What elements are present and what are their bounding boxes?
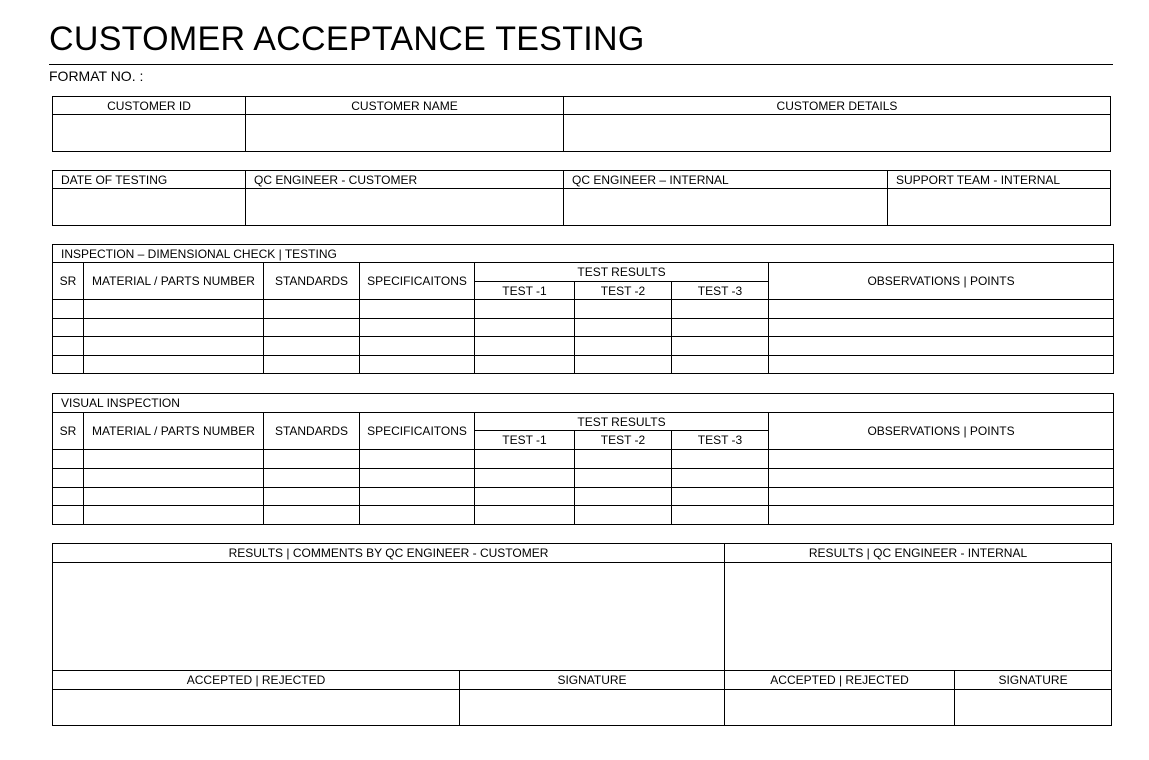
cell[interactable] [475, 506, 575, 525]
customer-accepted-rejected-header: ACCEPTED | REJECTED [53, 671, 460, 690]
cell[interactable] [672, 488, 769, 506]
visual-section-title: VISUAL INSPECTION [53, 394, 1114, 413]
cell[interactable] [53, 356, 84, 374]
date-of-testing-field[interactable] [53, 189, 246, 226]
customer-id-header: CUSTOMER ID [53, 97, 246, 115]
cell[interactable] [360, 469, 475, 488]
cell[interactable] [475, 337, 575, 356]
dimensional-check-table [52, 244, 1114, 374]
cell[interactable] [475, 319, 575, 337]
cell[interactable] [53, 450, 84, 469]
test-1-header: TEST -1 [475, 282, 575, 300]
page-title: CUSTOMER ACCEPTANCE TESTING [49, 20, 645, 58]
standards-header: STANDARDS [264, 413, 360, 450]
cell[interactable] [475, 469, 575, 488]
qc-engineer-customer-header: QC ENGINEER - CUSTOMER [246, 171, 564, 189]
format-number-label: FORMAT NO. : [49, 68, 144, 84]
test-3-header: TEST -3 [672, 282, 769, 300]
table-row [53, 506, 1114, 525]
qc-engineer-customer-field[interactable] [246, 189, 564, 226]
cell[interactable] [769, 450, 1114, 469]
qc-engineer-internal-header: QC ENGINEER – INTERNAL [564, 171, 888, 189]
cell[interactable] [360, 488, 475, 506]
table-row [53, 319, 1114, 337]
cell[interactable] [360, 337, 475, 356]
cell[interactable] [264, 488, 360, 506]
results-table [52, 543, 1112, 726]
cell[interactable] [672, 337, 769, 356]
title-underline [49, 64, 1113, 65]
internal-accepted-rejected-header: ACCEPTED | REJECTED [725, 671, 955, 690]
internal-accepted-rejected-field[interactable] [725, 690, 955, 726]
table-row [53, 450, 1114, 469]
sr-header: SR [53, 263, 84, 300]
cell[interactable] [360, 450, 475, 469]
cell[interactable] [769, 337, 1114, 356]
sr-header: SR [53, 413, 84, 450]
testing-info-table [52, 170, 1111, 226]
cell[interactable] [84, 319, 264, 337]
cell[interactable] [84, 356, 264, 374]
customer-signature-field[interactable] [460, 690, 725, 726]
cell[interactable] [769, 300, 1114, 319]
material-parts-header: MATERIAL / PARTS NUMBER [84, 263, 264, 300]
cell[interactable] [475, 450, 575, 469]
support-team-internal-field[interactable] [888, 189, 1111, 226]
cell[interactable] [84, 337, 264, 356]
customer-signature-header: SIGNATURE [460, 671, 725, 690]
test-results-header: TEST RESULTS [475, 413, 769, 431]
cell[interactable] [84, 506, 264, 525]
cell[interactable] [769, 319, 1114, 337]
cell[interactable] [53, 469, 84, 488]
cell[interactable] [672, 356, 769, 374]
cell[interactable] [575, 469, 672, 488]
table-row [53, 356, 1114, 374]
cell[interactable] [53, 488, 84, 506]
specifications-header: SPECIFICAITONS [360, 413, 475, 450]
observations-header: OBSERVATIONS | POINTS [769, 263, 1114, 300]
customer-table [52, 96, 1111, 152]
customer-details-field[interactable] [564, 115, 1111, 152]
cell[interactable] [53, 300, 84, 319]
cell[interactable] [264, 319, 360, 337]
table-row [53, 337, 1114, 356]
cell[interactable] [53, 319, 84, 337]
cell[interactable] [672, 300, 769, 319]
cell[interactable] [575, 356, 672, 374]
cell[interactable] [672, 469, 769, 488]
cell[interactable] [672, 319, 769, 337]
cell[interactable] [575, 337, 672, 356]
cell[interactable] [360, 356, 475, 374]
internal-signature-field[interactable] [955, 690, 1112, 726]
cell[interactable] [360, 300, 475, 319]
customer-details-header: CUSTOMER DETAILS [564, 97, 1111, 115]
cell[interactable] [575, 300, 672, 319]
material-parts-header: MATERIAL / PARTS NUMBER [84, 413, 264, 450]
test-results-header: TEST RESULTS [475, 263, 769, 282]
cell[interactable] [672, 506, 769, 525]
cell[interactable] [264, 337, 360, 356]
cell[interactable] [575, 450, 672, 469]
cell[interactable] [53, 506, 84, 525]
cell[interactable] [575, 506, 672, 525]
test-2-header: TEST -2 [575, 431, 672, 450]
cell[interactable] [264, 469, 360, 488]
cell[interactable] [575, 319, 672, 337]
date-of-testing-header: DATE OF TESTING [53, 171, 246, 189]
cell[interactable] [769, 488, 1114, 506]
cell[interactable] [672, 450, 769, 469]
visual-inspection-table [52, 393, 1114, 525]
cell[interactable] [264, 356, 360, 374]
cell[interactable] [84, 488, 264, 506]
qc-engineer-internal-field[interactable] [564, 189, 888, 226]
customer-accepted-rejected-field[interactable] [53, 690, 460, 726]
customer-comments-field[interactable] [53, 563, 725, 671]
cell[interactable] [769, 356, 1114, 374]
test-1-header: TEST -1 [475, 431, 575, 450]
cell[interactable] [475, 488, 575, 506]
cell[interactable] [264, 450, 360, 469]
cell[interactable] [360, 506, 475, 525]
test-3-header: TEST -3 [672, 431, 769, 450]
support-team-internal-header: SUPPORT TEAM - INTERNAL [888, 171, 1111, 189]
observations-header: OBSERVATIONS | POINTS [769, 413, 1114, 450]
customer-name-field[interactable] [246, 115, 564, 152]
customer-name-header: CUSTOMER NAME [246, 97, 564, 115]
cell[interactable] [769, 506, 1114, 525]
cell[interactable] [84, 300, 264, 319]
internal-results-field[interactable] [725, 563, 1112, 671]
cell[interactable] [475, 300, 575, 319]
cell[interactable] [264, 506, 360, 525]
cell[interactable] [53, 337, 84, 356]
customer-id-field[interactable] [53, 115, 246, 152]
cell[interactable] [84, 469, 264, 488]
dimensional-section-title: INSPECTION – DIMENSIONAL CHECK | TESTING [53, 245, 1114, 263]
internal-results-header: RESULTS | QC ENGINEER - INTERNAL [725, 544, 1112, 563]
standards-header: STANDARDS [264, 263, 360, 300]
table-row [53, 469, 1114, 488]
table-row [53, 488, 1114, 506]
internal-signature-header: SIGNATURE [955, 671, 1112, 690]
cell[interactable] [575, 488, 672, 506]
cell[interactable] [360, 319, 475, 337]
cell[interactable] [475, 356, 575, 374]
specifications-header: SPECIFICAITONS [360, 263, 475, 300]
test-2-header: TEST -2 [575, 282, 672, 300]
cell[interactable] [84, 450, 264, 469]
cell[interactable] [769, 469, 1114, 488]
customer-results-header: RESULTS | COMMENTS BY QC ENGINEER - CUSTOMER [53, 544, 725, 563]
table-row [53, 300, 1114, 319]
cell[interactable] [264, 300, 360, 319]
